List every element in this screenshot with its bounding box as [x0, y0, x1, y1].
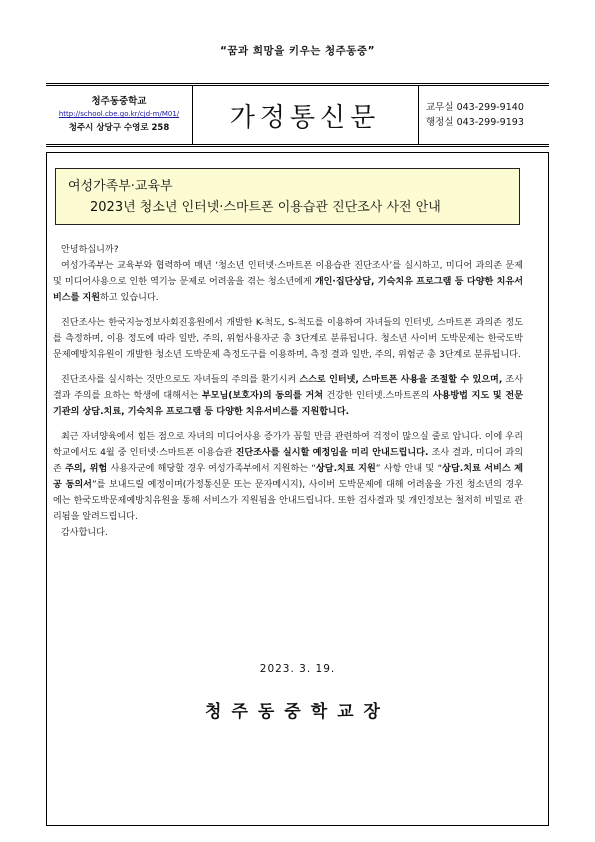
- letter-body: [53, 242, 523, 541]
- school-info: [46, 86, 193, 144]
- paragraph-emphasis: 개인·집단상담, 기숙치유 프로그램 등 다양한 치유서비스를 지원: [53, 277, 523, 303]
- paragraph-text: 여성가족부는 교육부와 협력하여 매년 ‘청소년 인터넷·스마트폰 이용습관 진단조사’를 실시하고, 미디어 과의존 문제 및 미디어사용으로 인한 역기능 문제로 어려움을 겪는 청소년에게: [53, 261, 523, 287]
- school-url-link[interactable]: http://school.cbe.go.kr/cjd-m/M01/: [58, 110, 180, 118]
- paragraph-text: ” 사항 안내 및 “: [375, 464, 443, 474]
- notice-ministries: 여성가족부·교육부: [68, 179, 173, 194]
- contact-label: 교무실: [426, 102, 454, 113]
- contact-phone: 043-299-9193: [456, 117, 524, 128]
- paragraph-emphasis: 주의, 위험: [65, 464, 108, 474]
- school-address: 청주시 상당구 수영로 258: [68, 123, 170, 133]
- paragraph-text: 조사결과 주의를 요하는 학생에 대해서는: [53, 375, 523, 401]
- paragraph-2: 진단조사는 한국지능정보사회진흥원에서 개발한 K-척도, S-척도를 이용하여 자녀들의 인터넷, 스마트폰 과의존 정도를 측정하며, 이용 정도에 따라 일반, 주의, 위험사용자군 총 3단계로 분류됩니다. 청소년 사이버 도박문제는 한국도박문제예방치유원이 개발한 청소년 도박문제 측정도구를 이용하며, 측정 결과 일반, 주의, 위험군 총 3단계로 분류됩니다.: [53, 318, 523, 360]
- greeting: 안녕하십니까?: [61, 245, 119, 255]
- paragraph-text: 최근 자녀양육에서 힘든 점으로 자녀의 미디어사용 증가가 꼽힐 만큼 관련하여 걱정이 많으실 줄로 압니다. 이에 우리 학교에서도 4월 중 인터넷·스마트폰 이용습관: [53, 432, 523, 458]
- school-motto: “꿈과 희망을 키우는 청주동중”: [220, 45, 375, 57]
- paragraph-emphasis: 상담.치료 지원: [316, 464, 376, 474]
- notice-subject: 2023년 청소년 인터넷·스마트폰 이용습관 진단조사 사전 안내: [90, 200, 441, 215]
- paragraph-text: 사용자군에 해당할 경우 여성가족부에서 지원하는 “: [107, 464, 317, 474]
- paragraph-text: ”를 보내드릴 예정이며(가정통신문 또는 문자메시지), 사이버 도박문제에 대해 어려움을 가진 청소년의 경우에는 한국도박문제예방치유원을 통해 서비스가 지원됨을 안내드립니다. 또한 검사결과 및 개인정보는 철저히 비밀로 관리됨을 알려드립니다.: [53, 480, 524, 522]
- paragraph-emphasis: 사용방법 지도 및 전문기관의 상담.치료, 기숙치유 프로그램 등 다양한 치유서비스를 지원합니다.: [53, 391, 523, 417]
- principal-signature: 청주동중학교장: [205, 702, 390, 722]
- closing: 감사합니다.: [61, 528, 108, 538]
- page-title: 가정통신문: [229, 102, 381, 133]
- paragraph-text: 진단조사를 실시하는 것만으로도 자녀들의 주의를 환기시켜: [61, 375, 300, 385]
- paragraph-1: [53, 258, 523, 306]
- paragraph-emphasis: 부모님(보호자)의 동의를 거쳐: [201, 391, 324, 401]
- contact-admin-office: [426, 115, 524, 130]
- notice-title-box: [55, 168, 520, 225]
- contact-label: 행정실: [426, 117, 454, 128]
- paragraph-emphasis: 진단조사를 실시할 예정임을 미리 안내드립니다.: [235, 448, 429, 458]
- paragraph-text: 하고 있습니다.: [100, 293, 159, 303]
- contact-phone: 043-299-9140: [456, 102, 524, 113]
- paragraph-4: [53, 429, 523, 525]
- school-name: 청주동중학교: [91, 96, 147, 107]
- letter-date: 2023. 3. 19.: [259, 663, 336, 675]
- title-box: [192, 86, 419, 144]
- contact-info: [426, 100, 524, 130]
- paragraph-emphasis: 스스로 인터넷, 스마트폰 사용을 조절할 수 있으며,: [299, 375, 503, 385]
- paragraph-emphasis: 상담.치료 서비스 제공 동의서: [53, 464, 523, 490]
- letter-header: [46, 83, 549, 147]
- paragraph-text: 건강한 인터넷.스마트폰의: [323, 391, 433, 401]
- paragraph-text: 조사 결과, 미디어 과의존: [53, 448, 523, 474]
- contact-academic-office: [426, 100, 524, 115]
- paragraph-3: [53, 372, 523, 420]
